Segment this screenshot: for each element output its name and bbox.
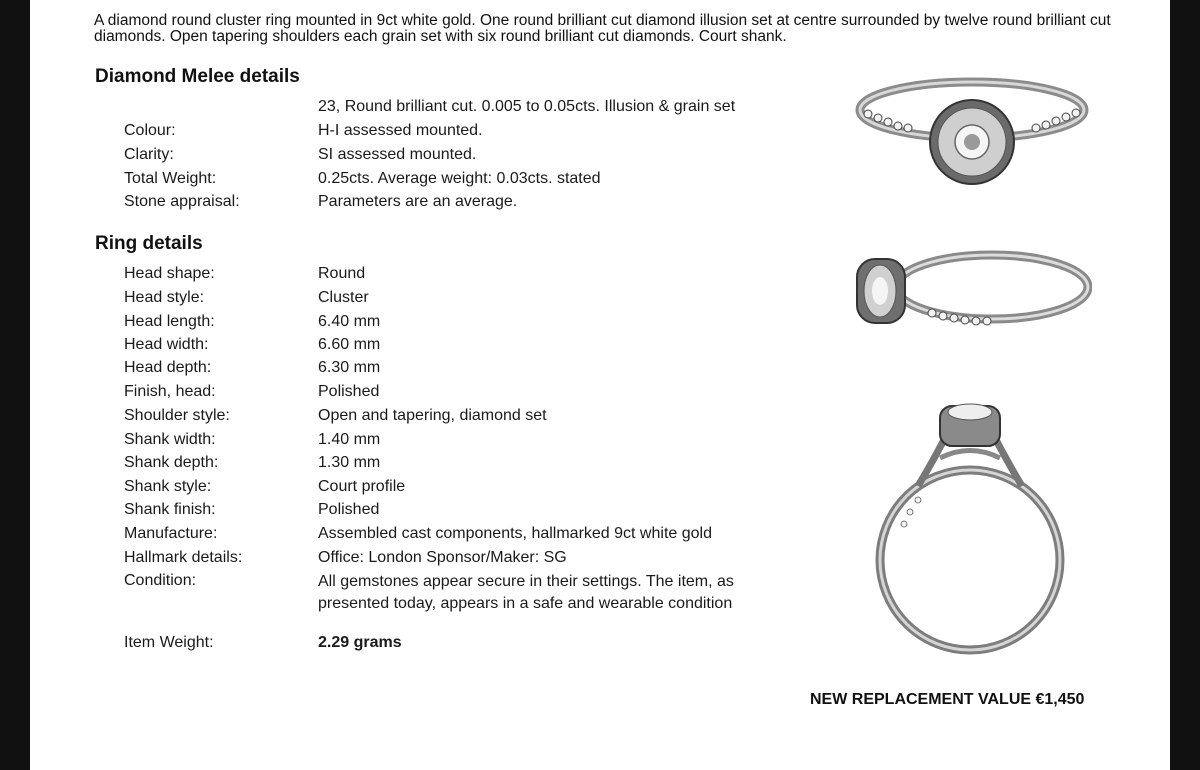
finish-head-label: Finish, head: bbox=[124, 383, 216, 400]
hallmark-label: Hallmark details: bbox=[124, 549, 243, 566]
shoulder-style-value: Open and tapering, diamond set bbox=[318, 407, 547, 424]
melee-summary: 23, Round brilliant cut. 0.005 to 0.05cts. Illusion & grain set bbox=[318, 98, 736, 115]
shank-width-value: 1.40 mm bbox=[318, 431, 381, 448]
shoulder-style-label: Shoulder style: bbox=[124, 407, 230, 424]
colour-label: Colour: bbox=[124, 122, 176, 139]
manufacture-value: Assembled cast components, hallmarked 9ct white gold bbox=[318, 525, 712, 542]
head-width-value: 6.60 mm bbox=[318, 336, 381, 353]
valuation-page bbox=[30, 0, 1170, 770]
head-style-label: Head style: bbox=[124, 289, 205, 306]
shank-depth-value: 1.30 mm bbox=[318, 454, 381, 471]
head-length-label: Head length: bbox=[124, 313, 215, 330]
shank-style-value: Court profile bbox=[318, 478, 406, 495]
melee-section-title: Diamond Melee details bbox=[95, 66, 300, 87]
head-length-value: 6.40 mm bbox=[318, 313, 381, 330]
clarity-label: Clarity: bbox=[124, 146, 174, 163]
ring-description: A diamond round cluster ring mounted in 9ct white gold. One round brilliant cut diamond illusion set at centre surrounded by twelve round brilliant cut diamonds. Open tapering shoulders each grain set with six round brilliant cut diamonds. Court shank. bbox=[94, 12, 1111, 45]
stone-appraisal-label: Stone appraisal: bbox=[124, 193, 240, 210]
shank-finish-label: Shank finish: bbox=[124, 501, 216, 518]
shank-finish-value: Polished bbox=[318, 501, 380, 518]
head-width-label: Head width: bbox=[124, 336, 209, 353]
finish-head-value: Polished bbox=[318, 383, 380, 400]
manufacture-label: Manufacture: bbox=[124, 525, 218, 542]
total-weight-value: 0.25cts. Average weight: 0.03cts. stated bbox=[318, 170, 601, 187]
clarity-value: SI assessed mounted. bbox=[318, 146, 477, 163]
ring-front-view-image bbox=[860, 398, 1080, 663]
ring-side-view-image bbox=[842, 245, 1092, 340]
total-weight-label: Total Weight: bbox=[124, 170, 217, 187]
replacement-value: NEW REPLACEMENT VALUE €1,450 bbox=[810, 691, 1085, 708]
colour-value: H-I assessed mounted. bbox=[318, 122, 483, 139]
head-depth-label: Head depth: bbox=[124, 359, 212, 376]
head-style-value: Cluster bbox=[318, 289, 369, 306]
condition-value: All gemstones appear secure in their settings. The item, as presented today, appears in a safe and wearable condition bbox=[318, 573, 734, 612]
ring-section-title: Ring details bbox=[95, 233, 203, 254]
stone-appraisal-value: Parameters are an average. bbox=[318, 193, 518, 210]
head-depth-value: 6.30 mm bbox=[318, 359, 381, 376]
shank-style-label: Shank style: bbox=[124, 478, 212, 495]
hallmark-value: Office: London Sponsor/Maker: SG bbox=[318, 549, 567, 566]
head-shape-value: Round bbox=[318, 265, 366, 282]
head-shape-label: Head shape: bbox=[124, 265, 215, 282]
shank-width-label: Shank width: bbox=[124, 431, 216, 448]
shank-depth-label: Shank depth: bbox=[124, 454, 219, 471]
item-weight-label: Item Weight: bbox=[124, 634, 214, 651]
condition-label: Condition: bbox=[124, 572, 197, 589]
item-weight-value: 2.29 grams bbox=[318, 634, 402, 651]
ring-top-view-image bbox=[850, 70, 1090, 195]
